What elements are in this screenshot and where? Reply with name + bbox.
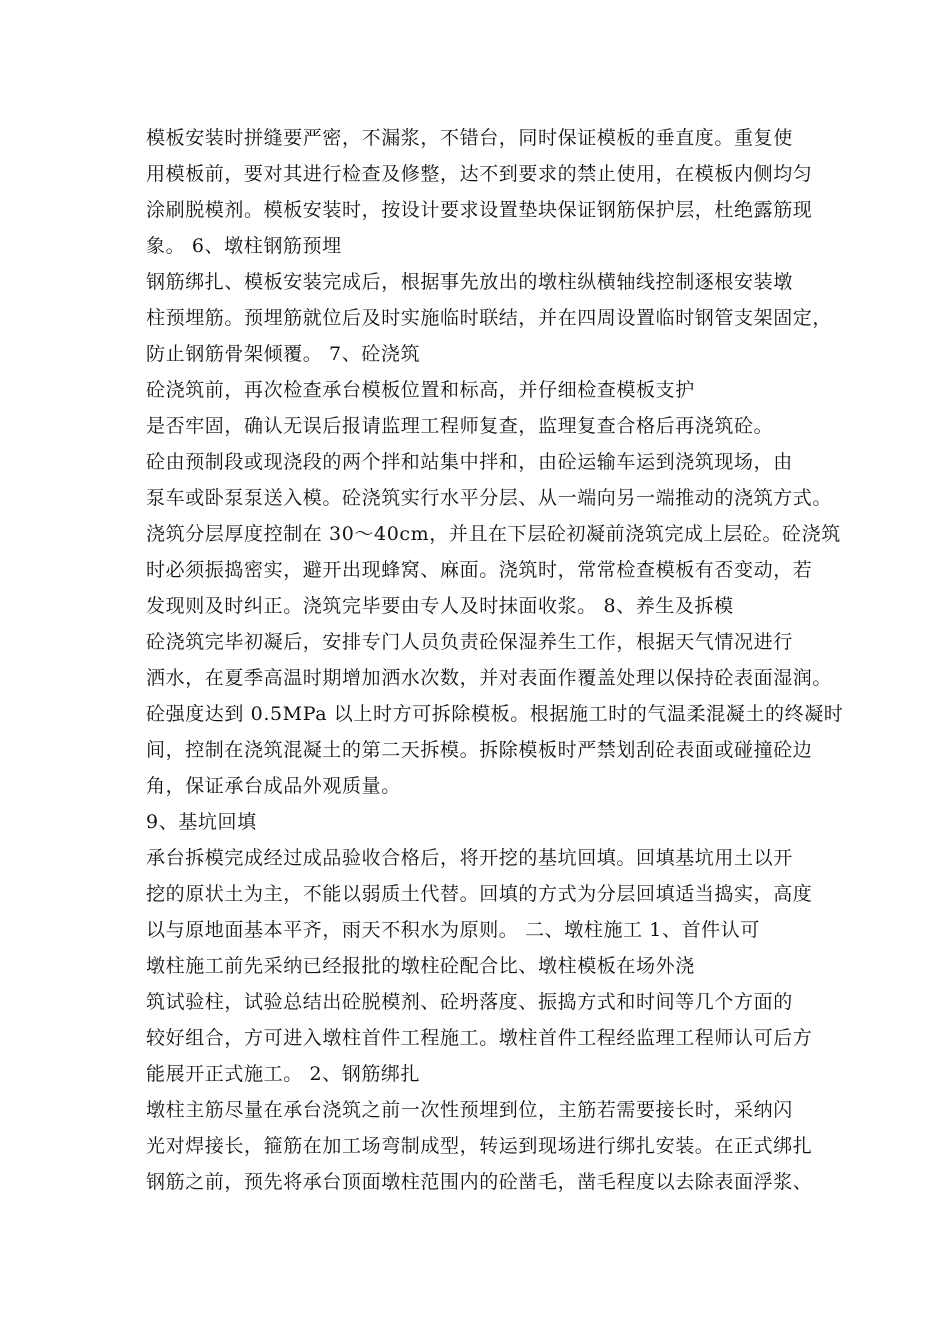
text-line: 墩柱施工前先采纳已经报批的墩柱砼配合比、墩柱模板在场外浇 <box>146 955 695 977</box>
text-line: 墩柱主筋尽量在承台浇筑之前一次性预埋到位，主筋若需要接长时，采纳闪 <box>146 1099 793 1121</box>
text-line: 角，保证承台成品外观质量。 <box>146 775 401 797</box>
text-line: 防止钢筋骨架倾覆。 7、砼浇筑 <box>146 343 421 365</box>
text-line: 以与原地面基本平齐，雨天不积水为原则。 二、墩柱施工 1、首件认可 <box>146 919 760 941</box>
text-line: 筑试验柱，试验总结出砼脱模剂、砼坍落度、振捣方式和时间等几个方面的 <box>146 991 793 1013</box>
text-line: 泵车或卧泵泵送入模。砼浇筑实行水平分层、从一端向另一端推动的浇筑方式。 <box>146 487 833 509</box>
text-line: 用模板前，要对其进行检查及修整，达不到要求的禁止使用，在模板内侧均匀 <box>146 163 813 185</box>
text-line: 发现则及时纠正。浇筑完毕要由专人及时抹面收浆。 8、养生及拆模 <box>146 595 734 617</box>
text-line: 砼强度达到 0.5MPa 以上时方可拆除模板。根据施工时的气温柔混凝土的终凝时 <box>146 703 844 725</box>
text-line: 钢筋之前，预先将承台顶面墩柱范围内的砼凿毛，凿毛程度以去除表面浮浆、 <box>146 1171 813 1193</box>
text-line: 较好组合，方可进入墩柱首件工程施工。墩柱首件工程经监理工程师认可后方 <box>146 1027 813 1049</box>
text-line: 光对焊接长，箍筋在加工场弯制成型，转运到现场进行绑扎安装。在正式绑扎 <box>146 1135 813 1157</box>
text-line: 承台拆模完成经过成品验收合格后，将开挖的基坑回填。回填基坑用土以开 <box>146 847 793 869</box>
text-line: 挖的原状土为主，不能以弱质土代替。回填的方式为分层回填适当捣实，高度 <box>146 883 813 905</box>
text-line: 9、基坑回填 <box>146 811 257 833</box>
text-line: 砼由预制段或现浇段的两个拌和站集中拌和，由砼运输车运到浇筑现场，由 <box>146 451 793 473</box>
text-line: 间，控制在浇筑混凝土的第二天拆模。拆除模板时严禁划刮砼表面或碰撞砼边 <box>146 739 813 761</box>
text-line: 能展开正式施工。 2、钢筋绑扎 <box>146 1063 421 1085</box>
text-line: 时必须振捣密实，避开出现蜂窝、麻面。浇筑时，常常检查模板有否变动，若 <box>146 559 813 581</box>
text-line: 象。 6、墩柱钢筋预埋 <box>146 235 342 257</box>
text-line: 模板安装时拼缝要严密，不漏浆，不错台，同时保证模板的垂直度。重复使 <box>146 127 793 149</box>
text-line: 钢筋绑扎、模板安装完成后，根据事先放出的墩柱纵横轴线控制逐根安装墩 <box>146 271 793 293</box>
text-line: 砼浇筑前，再次检查承台模板位置和标高，并仔细检查模板支护 <box>146 379 695 401</box>
text-line: 浇筑分层厚度控制在 30～40cm，并且在下层砼初凝前浇筑完成上层砼。砼浇筑 <box>146 523 841 545</box>
text-line: 是否牢固，确认无误后报请监理工程师复查，监理复查合格后再浇筑砼。 <box>146 415 774 437</box>
text-line: 砼浇筑完毕初凝后，安排专门人员负责砼保湿养生工作，根据天气情况进行 <box>146 631 793 653</box>
text-line: 涂刷脱模剂。模板安装时，按设计要求设置垫块保证钢筋保护层，杜绝露筋现 <box>146 199 813 221</box>
text-line: 洒水，在夏季高温时期增加洒水次数，并对表面作覆盖处理以保持砼表面湿润。 <box>146 667 833 689</box>
text-line: 柱预埋筋。预埋筋就位后及时实施临时联结，并在四周设置临时钢管支架固定， <box>146 307 833 329</box>
